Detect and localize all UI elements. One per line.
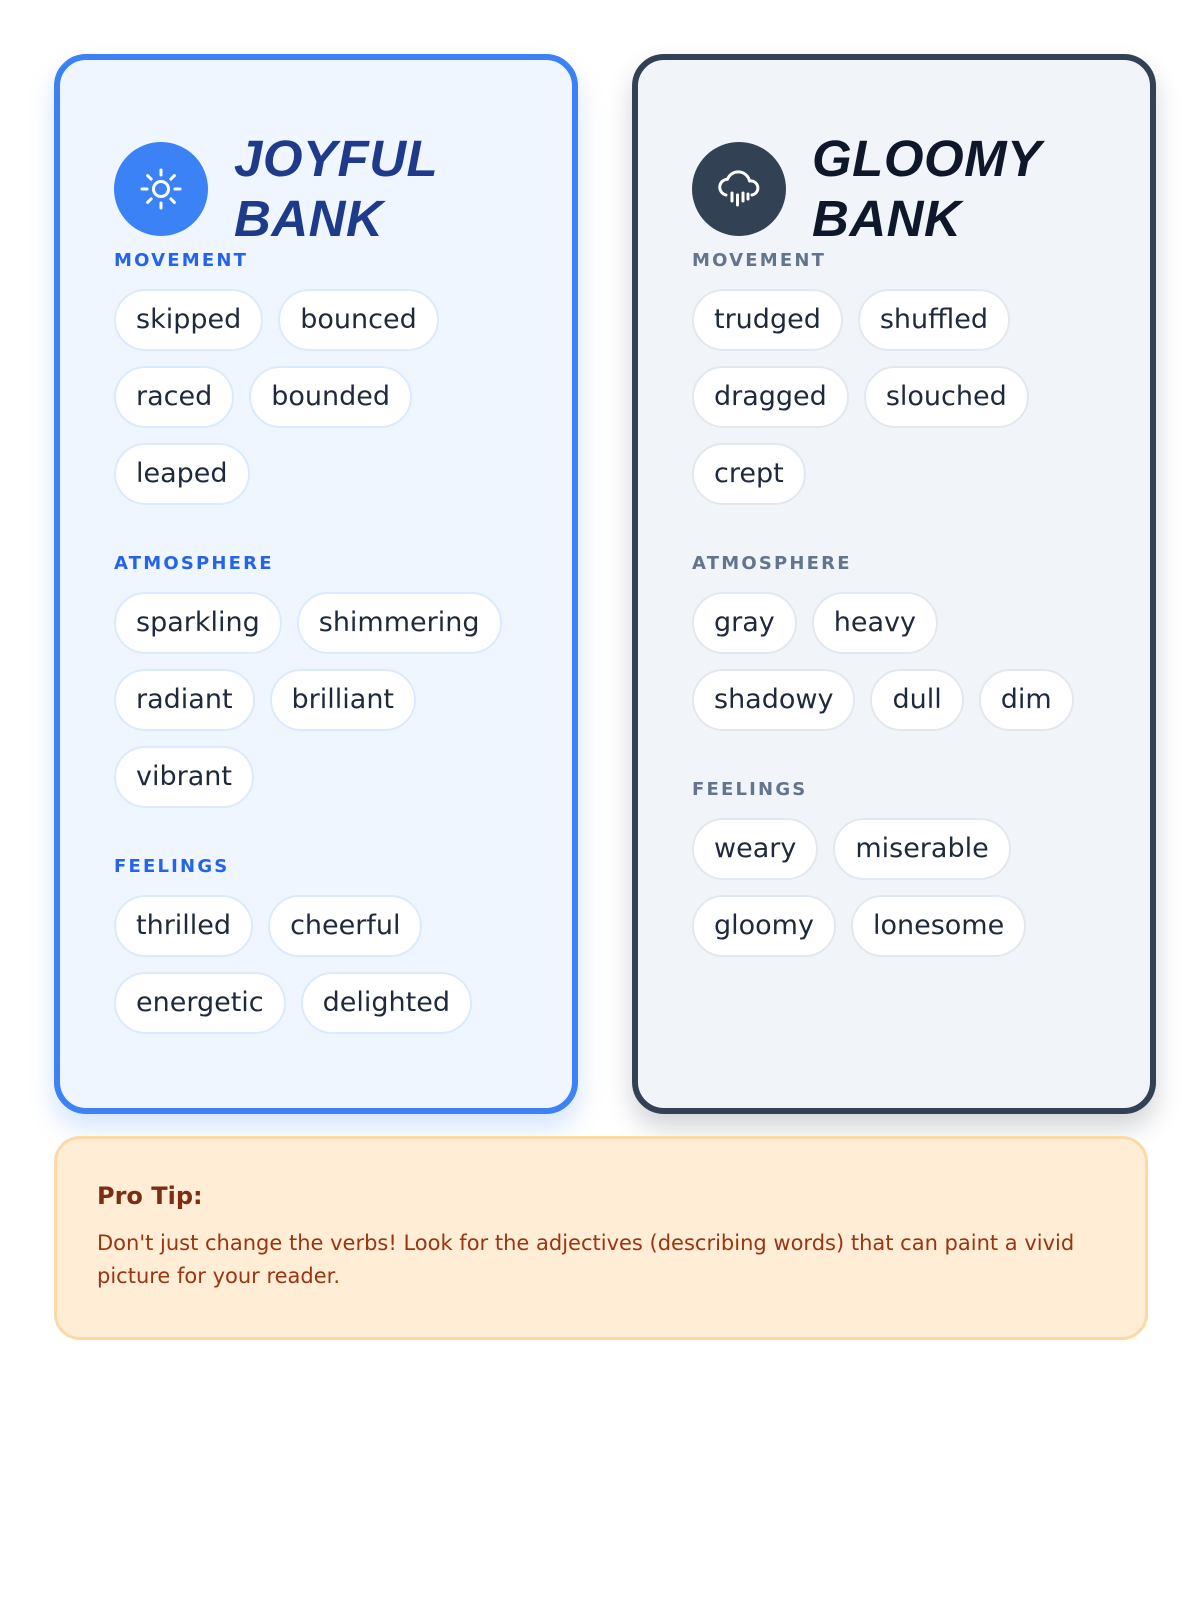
- section-label: FEELINGS: [114, 856, 230, 877]
- pro-tip-callout: [54, 1136, 1148, 1340]
- word-chip[interactable]: brilliant: [270, 669, 417, 731]
- word-chip[interactable]: heavy: [812, 592, 938, 654]
- sun-icon: [114, 142, 208, 236]
- word-chip[interactable]: vibrant: [114, 746, 254, 808]
- word-chip[interactable]: trudged: [692, 289, 843, 351]
- gloomy-section-feelings: [692, 779, 1102, 957]
- section-label: MOVEMENT: [692, 250, 827, 271]
- word-chip-list: [114, 895, 524, 1034]
- word-chip[interactable]: dragged: [692, 366, 849, 428]
- word-chip[interactable]: thrilled: [114, 895, 253, 957]
- word-chip-list: [114, 289, 524, 505]
- joyful-section-movement: [114, 250, 524, 505]
- word-chip[interactable]: lonesome: [851, 895, 1026, 957]
- word-chip-list: [692, 592, 1102, 731]
- word-chip[interactable]: gray: [692, 592, 797, 654]
- joyful-section-feelings: [114, 856, 524, 1034]
- word-chip[interactable]: gloomy: [692, 895, 836, 957]
- section-label: MOVEMENT: [114, 250, 249, 271]
- word-chip[interactable]: raced: [114, 366, 234, 428]
- word-chip[interactable]: radiant: [114, 669, 255, 731]
- word-chip[interactable]: cheerful: [268, 895, 422, 957]
- rain-cloud-icon: [692, 142, 786, 236]
- section-label: FEELINGS: [692, 779, 808, 800]
- word-chip[interactable]: leaped: [114, 443, 250, 505]
- word-chip[interactable]: energetic: [114, 972, 286, 1034]
- word-chip[interactable]: delighted: [301, 972, 472, 1034]
- word-chip[interactable]: bounded: [249, 366, 412, 428]
- word-bank-cards: [54, 54, 1148, 1114]
- word-chip-list: [692, 818, 1102, 957]
- joyful-section-atmosphere: [114, 553, 524, 808]
- word-chip[interactable]: skipped: [114, 289, 263, 351]
- word-chip[interactable]: slouched: [864, 366, 1029, 428]
- word-chip[interactable]: shimmering: [297, 592, 502, 654]
- joyful-bank-title: JOYFUL BANK: [234, 130, 438, 247]
- word-chip[interactable]: sparkling: [114, 592, 282, 654]
- word-chip[interactable]: weary: [692, 818, 818, 880]
- word-chip-list: [692, 289, 1102, 505]
- section-label: ATMOSPHERE: [114, 553, 274, 574]
- word-chip[interactable]: dull: [870, 669, 963, 731]
- section-label: ATMOSPHERE: [692, 553, 852, 574]
- gloomy-bank-title: GLOOMY BANK: [812, 130, 1041, 247]
- word-chip[interactable]: crept: [692, 443, 806, 505]
- word-chip[interactable]: bounced: [278, 289, 438, 351]
- word-chip-list: [114, 592, 524, 808]
- gloomy-section-atmosphere: [692, 553, 1102, 731]
- pro-tip-title: Pro Tip:: [97, 1182, 203, 1210]
- word-chip[interactable]: miserable: [833, 818, 1010, 880]
- pro-tip-text: Don't just change the verbs! Look for the adjectives (describing words) that can paint a vivid picture for your reader.: [97, 1231, 1075, 1288]
- joyful-bank-header: [114, 128, 524, 250]
- gloomy-section-movement: [692, 250, 1102, 505]
- joyful-bank-sections: [114, 250, 524, 1034]
- word-chip[interactable]: shuffled: [858, 289, 1010, 351]
- joyful-bank-card: [54, 54, 578, 1114]
- gloomy-bank-card: [632, 54, 1156, 1114]
- gloomy-bank-sections: [692, 250, 1102, 957]
- word-chip[interactable]: dim: [979, 669, 1074, 731]
- word-chip[interactable]: shadowy: [692, 669, 855, 731]
- gloomy-bank-header: [692, 128, 1102, 250]
